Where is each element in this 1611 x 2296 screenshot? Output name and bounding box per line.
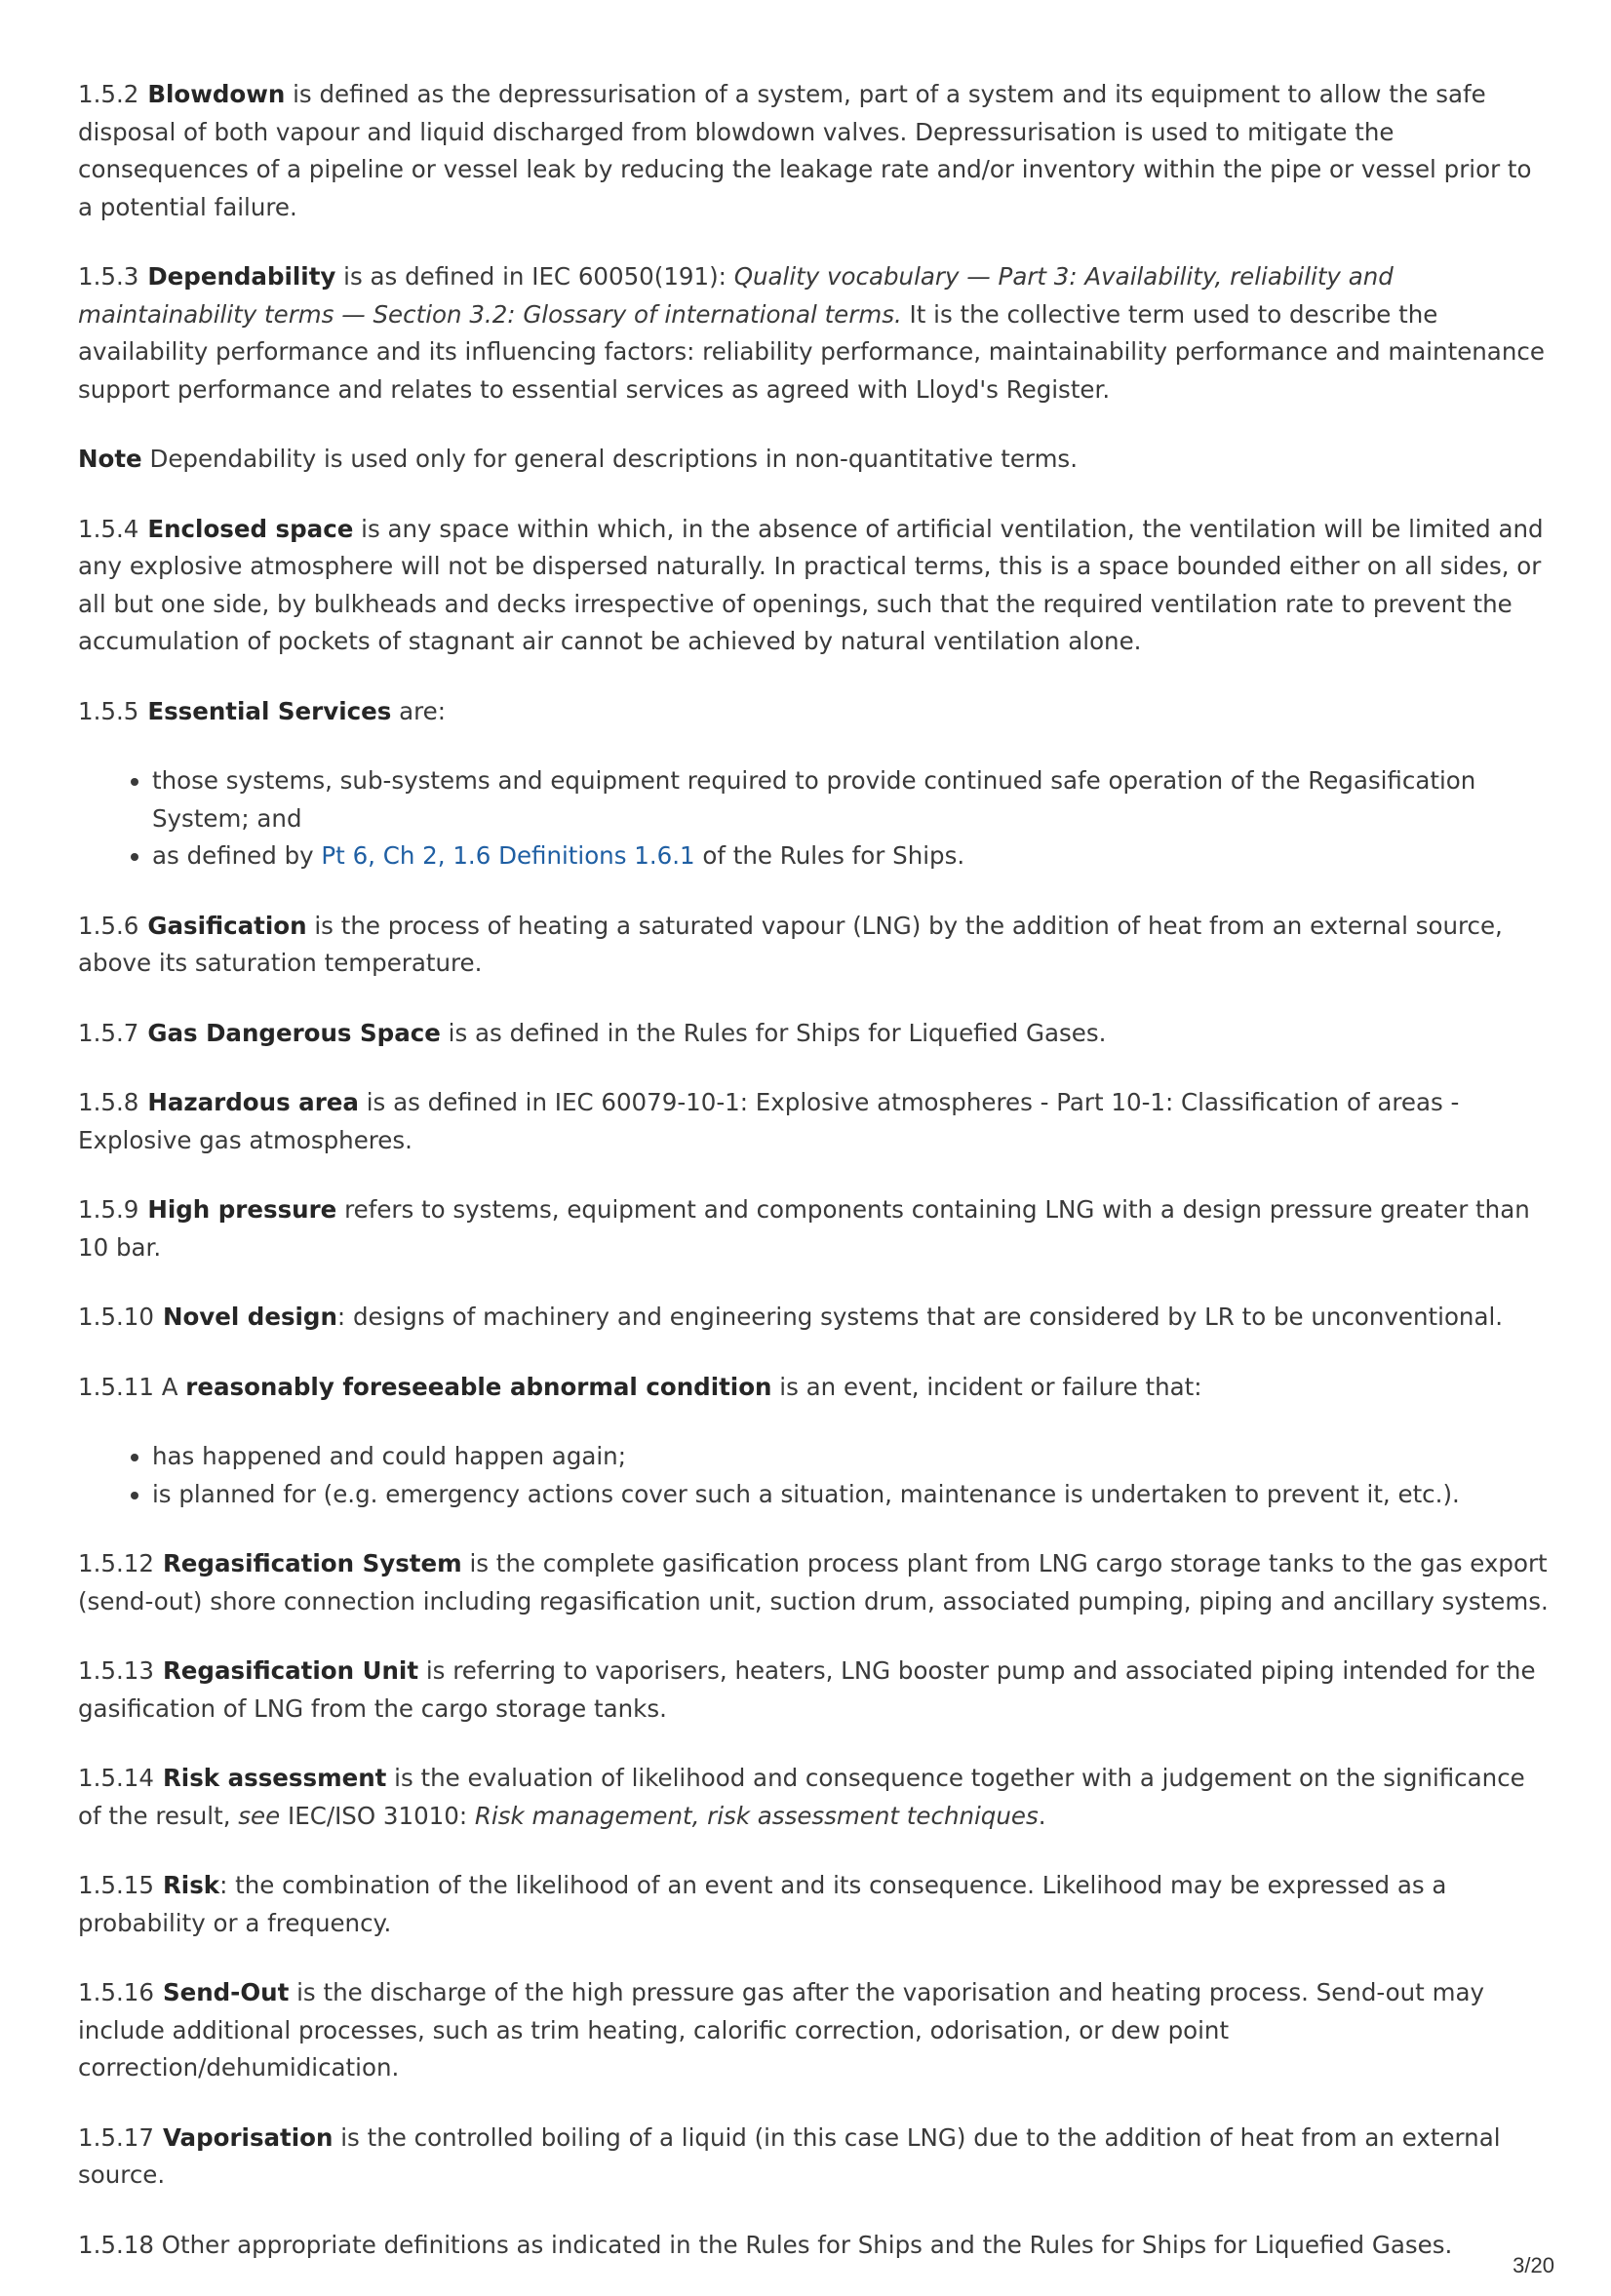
- document-body: [78, 76, 1551, 2296]
- definition-abnormal-condition: 1.5.11 A reasonably foreseeable abnormal condition is an event, incident or failure that:: [78, 1372, 1202, 1401]
- definition-high-pressure: 1.5.9 High pressure refers to systems, equipment and components containing LNG with a design pressure greater than 10 bar.: [78, 1195, 1530, 1262]
- definition-novel-design: 1.5.10 Novel design: designs of machinery and engineering systems that are considered by LR to be unconventional.: [78, 1303, 1504, 1331]
- term-blowdown: Blowdown: [147, 80, 286, 108]
- list-item: • those systems, sub-systems and equipment required to provide continued safe operation of the Regasification System; and: [152, 762, 1551, 837]
- definition-hazardous-area: 1.5.8 Hazardous area is as defined in IEC 60079-10-1: Explosive atmospheres - Part 10-1: Classification of areas - Explosive gas atmospheres.: [78, 1088, 1460, 1154]
- iec-60050-title: Quality vocabulary — Part 3: Availability, reliability and maintainability terms — Section 3.2: Glossary of international terms.: [78, 262, 1394, 329]
- term-essential-services: Essential Services: [147, 696, 392, 725]
- note-label: Note: [78, 445, 142, 473]
- term-risk-assessment: Risk assessment: [162, 1764, 387, 1792]
- page-number: 3/20: [1513, 2253, 1554, 2277]
- rules-reference-link[interactable]: Pt 6, Ch 2, 1.6 Definitions 1.6.1: [321, 841, 695, 870]
- term-regasification-unit: Regasification Unit: [162, 1656, 419, 1685]
- definition-essential-services: 1.5.5 Essential Services are:: [78, 696, 446, 725]
- definition-enclosed-space: 1.5.4 Enclosed space is any space within which, in the absence of artificial ventilation, the ventilation will be limited and any explosive atmosphere will not be dispersed naturally. In practical terms, this is a space bounded either on all sides, or all but one side, by bulkheads and decks irrespective of openings, such that the required ventilation rate to prevent the accumulation of pockets of stagnant air cannot be achieved by natural ventilation alone.: [78, 514, 1544, 655]
- term-hazardous-area: Hazardous area: [147, 1088, 359, 1116]
- definition-gas-dangerous-space: 1.5.7 Gas Dangerous Space is as defined in the Rules for Ships for Liquefied Gases.: [78, 1018, 1107, 1047]
- definition-regasification-system: 1.5.12 Regasification System is the complete gasification process plant from LNG cargo storage tanks to the gas export (send-out) shore connection including regasification unit, suction drum, associated pumping, piping and ancillary systems.: [78, 1549, 1549, 1615]
- term-high-pressure: High pressure: [147, 1195, 337, 1224]
- term-gas-dangerous-space: Gas Dangerous Space: [147, 1018, 441, 1047]
- definition-risk-assessment: 1.5.14 Risk assessment is the evaluation of likelihood and consequence together with a judgement on the significance of the result, see IEC/ISO 31010: Risk management, risk assessment techniques.: [78, 1764, 1525, 1830]
- definition-send-out: 1.5.16 Send-Out is the discharge of the high pressure gas after the vaporisation and heating process. Send-out may include additional processes, such as trim heating, calorific correction, odorisation, or dew point correction/dehumidication.: [78, 1978, 1484, 2082]
- definition-risk: 1.5.15 Risk: the combination of the likelihood of an event and its consequence. Likelihood may be expressed as a probability or a frequency.: [78, 1871, 1447, 1937]
- definition-gasification: 1.5.6 Gasification is the process of heating a saturated vapour (LNG) by the addition of heat from an external source, above its saturation temperature.: [78, 911, 1503, 977]
- list-item: • has happened and could happen again;: [152, 1438, 1551, 1476]
- term-dependability: Dependability: [147, 262, 336, 291]
- definition-other: 1.5.18 Other appropriate definitions as indicated in the Rules for Ships and the Rules for Ships for Liquefied Gases.: [78, 2230, 1453, 2259]
- term-send-out: Send-Out: [162, 1978, 290, 2006]
- definition-vaporisation: 1.5.17 Vaporisation is the controlled boiling of a liquid (in this case LNG) due to the addition of heat from an external source.: [78, 2122, 1501, 2189]
- list-item: • as defined by Pt 6, Ch 2, 1.6 Definitions 1.6.1 of the Rules for Ships.: [152, 837, 1551, 876]
- definition-regasification-unit: 1.5.13 Regasification Unit is referring to vaporisers, heaters, LNG booster pump and associated piping intended for the gasification of LNG from the cargo storage tanks.: [78, 1656, 1536, 1723]
- term-novel-design: Novel design: [162, 1303, 337, 1331]
- term-risk: Risk: [162, 1871, 220, 1899]
- definition-blowdown: 1.5.2 Blowdown is defined as the depressurisation of a system, part of a system and its equipment to allow the safe disposal of both vapour and liquid discharged from blowdown valves. Depressurisation is used to mitigate the consequences of a pipeline or vessel leak by reducing the leakage rate and/or inventory within the pipe or vessel prior to a potential failure.: [78, 80, 1532, 221]
- term-gasification: Gasification: [147, 911, 307, 940]
- term-regasification-system: Regasification System: [162, 1549, 462, 1577]
- essential-services-list: [78, 762, 1551, 876]
- term-vaporisation: Vaporisation: [162, 2122, 334, 2152]
- abnormal-condition-list: [78, 1438, 1551, 1513]
- dependability-note: Note Dependability is used only for general descriptions in non-quantitative terms.: [78, 445, 1078, 473]
- term-enclosed-space: Enclosed space: [147, 514, 354, 543]
- list-item: • is planned for (e.g. emergency actions cover such a situation, maintenance is undertaken to prevent it, etc.).: [152, 1476, 1551, 1514]
- iec-31010-title: Risk management, risk assessment techniques: [474, 1801, 1039, 1830]
- term-abnormal-condition: reasonably foreseeable abnormal condition: [185, 1372, 772, 1401]
- definition-dependability: 1.5.3 Dependability is as defined in IEC 60050(191): Quality vocabulary — Part 3: Availability, reliability and maintainability terms — Section 3.2: Glossary of international terms. It is the collective term used to describe the availability performance and its influencing factors: reliability performance, maintainability performance and maintenance support performance and relates to essential services as agreed with Lloyd's Register.: [78, 262, 1545, 404]
